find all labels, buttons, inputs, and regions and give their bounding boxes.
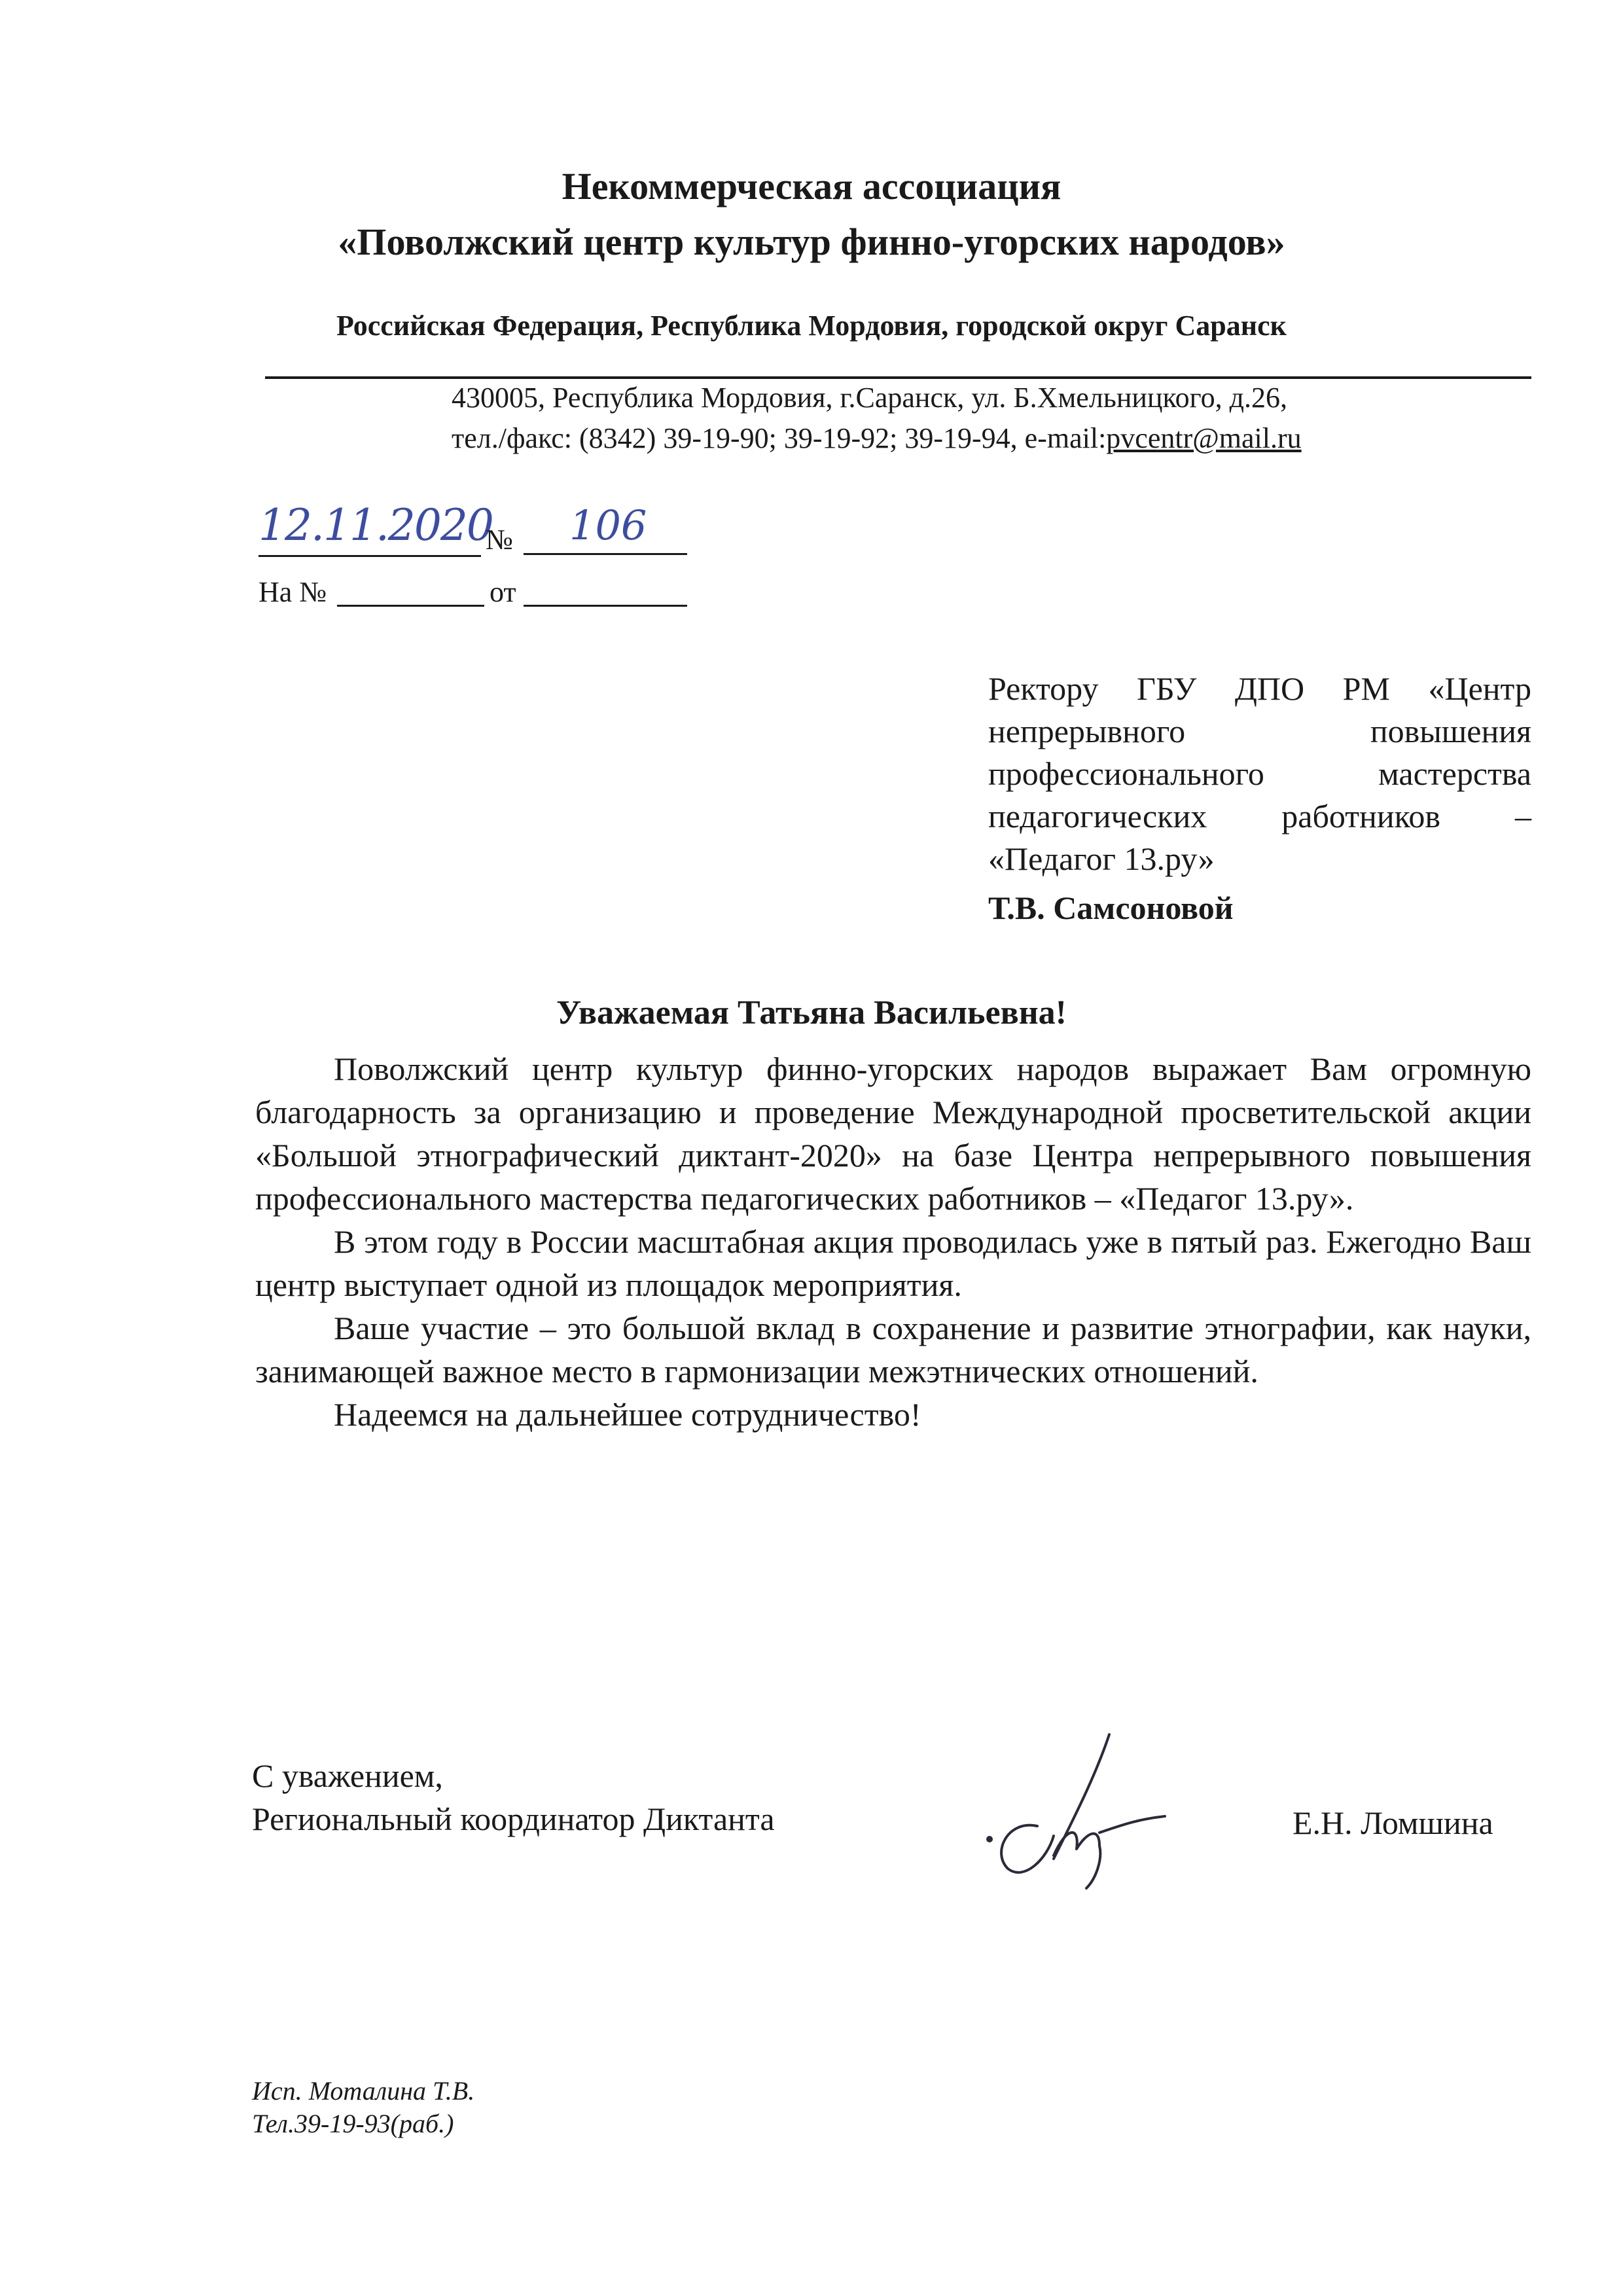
addressee-block: [988, 668, 1531, 880]
organization-address: 430005, Республика Мордовия, г.Саранск, ул. Б.Хмельницкого, д.26,: [452, 382, 1287, 414]
outgoing-date-handwritten: 12.11.2020: [259, 497, 481, 557]
outgoing-number-handwritten: 106: [524, 497, 687, 555]
signer-name: Е.Н. Ломшина: [1293, 1804, 1493, 1841]
addressee-line: «Педагог 13.ру»: [988, 840, 1215, 877]
addressee-name: Т.В. Самсоновой: [988, 889, 1234, 926]
reply-to-number-blank: [337, 605, 484, 607]
handwritten-signature: [955, 1728, 1230, 1898]
reply-to-number-label: На №: [259, 576, 327, 608]
reply-to-date-label: от: [490, 576, 516, 608]
outgoing-number-label: №: [486, 524, 513, 556]
organization-region: Российская Федерация, Республика Мордовия, городской округ Саранск: [336, 310, 1287, 342]
addressee-line: профессионального мастерства: [988, 755, 1531, 792]
body-paragraph: В этом году в России масштабная акция проводилась уже в пятый раз. Ежегодно Ваш центр выступает одной из площадок мероприятия.: [255, 1223, 1531, 1303]
signer-position: Региональный координатор Диктанта: [252, 1801, 775, 1837]
executor-phone: Тел.39-19-93(раб.): [252, 2109, 454, 2138]
executor-name: Исп. Моталина Т.В.: [252, 2076, 475, 2106]
contacts-phone-fax: тел./факс: (8342) 39-19-90; 39-19-92; 39-19-94, e-mail:: [452, 422, 1107, 454]
body-paragraph: Надеемся на дальнейшее сотрудничество!: [334, 1396, 921, 1433]
body-paragraph: Ваше участие – это большой вклад в сохранение и развитие этнографии, как науки, занимающей важное место в гармонизации межэтнических отношений.: [255, 1310, 1531, 1390]
letter-body: [255, 1047, 1531, 1436]
reply-to-date-blank: [524, 605, 687, 607]
organization-contacts: [452, 419, 1302, 458]
organization-name: «Поволжский центр культур финно-угорских народов»: [338, 221, 1285, 263]
organization-type: Некоммерческая ассоциация: [562, 165, 1061, 207]
addressee-line: Ректору ГБУ ДПО РМ «Центр: [988, 670, 1531, 707]
body-paragraph: Поволжский центр культур финно-угорских народов выражает Вам огромную благодарность за организацию и проведение Международной просветительской акции «Большой этнографический диктант-2020» на базе Центра непрерывного повышения профессионального мастерства педагогических работников – «Педагог 13.ру».: [255, 1050, 1531, 1217]
addressee-line: педагогических работников –: [988, 798, 1531, 834]
addressee-line: непрерывного повышения: [988, 713, 1531, 749]
salutation: Уважаемая Татьяна Васильевна!: [556, 994, 1067, 1031]
contacts-email-link[interactable]: pvcentr@mail.ru: [1106, 422, 1302, 454]
closing-regards: С уважением,: [252, 1757, 443, 1794]
